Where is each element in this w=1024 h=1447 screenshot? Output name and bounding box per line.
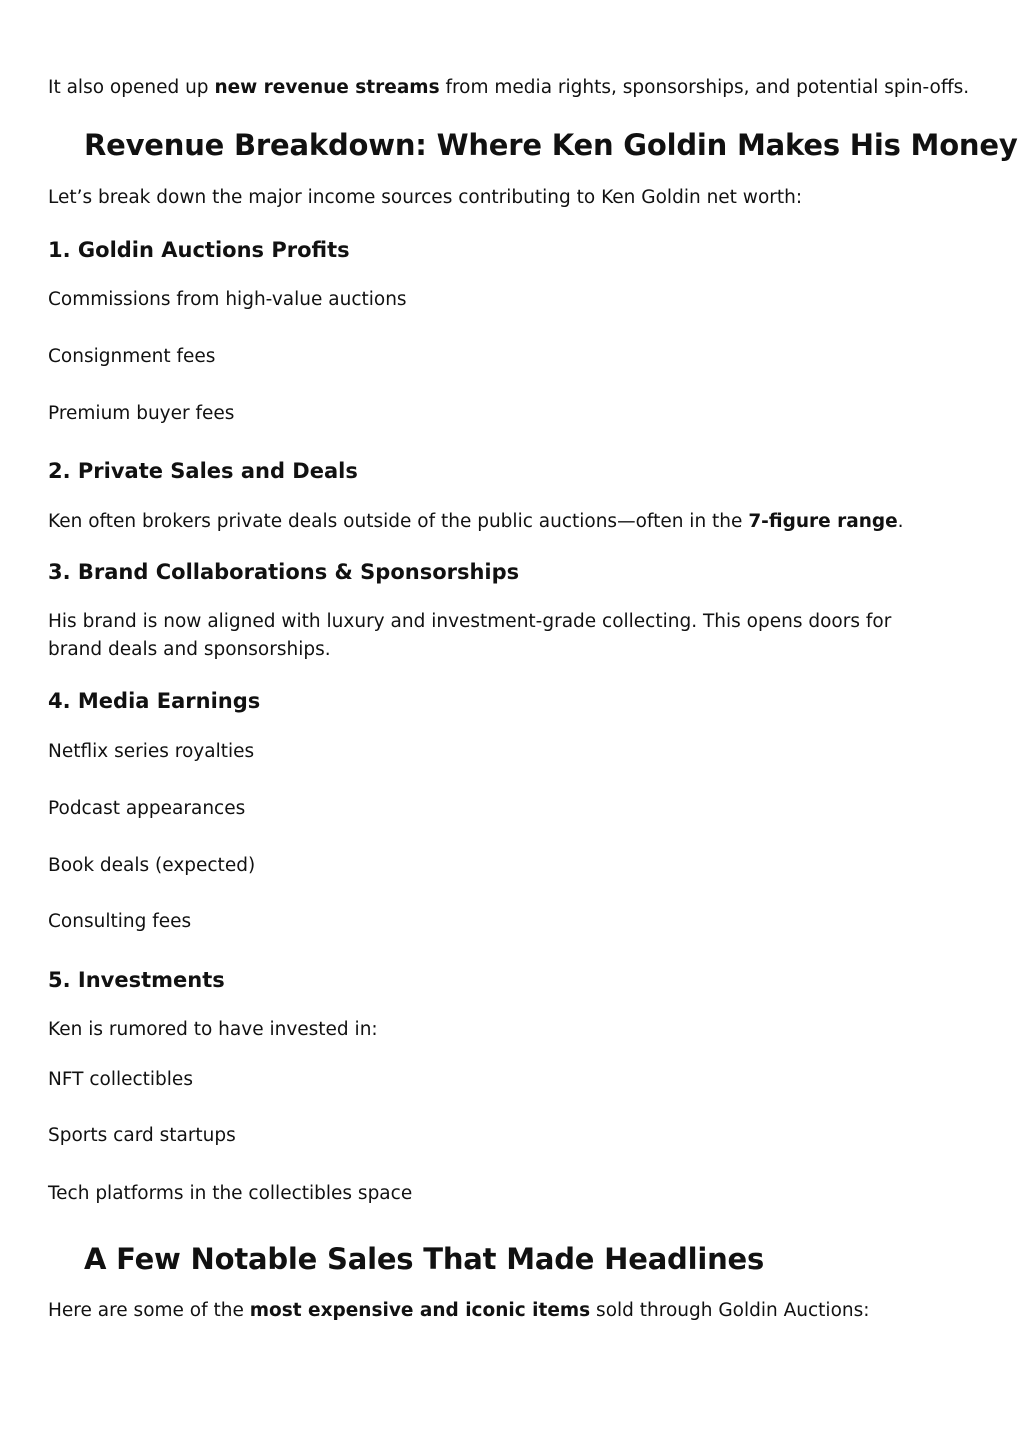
revenue-lead: Let’s break down the major income sources contributing to Ken Goldin net worth: [48, 187, 803, 208]
subheading-investments: 5. Investments [48, 968, 225, 992]
list-item: Book deals (expected) [48, 855, 256, 876]
investments-lead: Ken is rumored to have invested in: [48, 1019, 378, 1040]
list-item: Premium buyer fees [48, 403, 235, 424]
list-item: Commissions from high-value auctions [48, 289, 407, 310]
list-item: Podcast appearances [48, 798, 246, 819]
brand-paragraph: His brand is now aligned with luxury and investment-grade collecting. This opens doors for brand deals and sponsorships. [48, 611, 892, 660]
subheading-media-earnings: 4. Media Earnings [48, 689, 261, 713]
notable-sales-bold: most expensive and iconic items [249, 1300, 591, 1321]
list-item: Consulting fees [48, 911, 192, 932]
revenue-heading: Revenue Breakdown: Where Ken Goldin Makes His Money [84, 128, 1018, 162]
subheading-goldin-auctions: 1. Goldin Auctions Profits [48, 238, 350, 262]
intro-bold: new revenue streams [214, 77, 440, 98]
notable-sales-heading: A Few Notable Sales That Made Headlines [84, 1242, 765, 1276]
subheading-brand-collaborations: 3. Brand Collaborations & Sponsorships [48, 560, 520, 584]
notable-sales-paragraph: Here are some of the most expensive and iconic items sold through Goldin Auctions: [48, 1300, 870, 1321]
list-item: Consignment fees [48, 346, 216, 367]
list-item: Sports card startups [48, 1125, 236, 1146]
private-sales-paragraph: Ken often brokers private deals outside of the public auctions—often in the 7-figure range. [48, 511, 904, 532]
list-item: NFT collectibles [48, 1069, 193, 1090]
private-sales-bold: 7-figure range [748, 511, 898, 532]
intro-paragraph: It also opened up new revenue streams from media rights, sponsorships, and potential spin-offs. [48, 77, 970, 98]
list-item: Tech platforms in the collectibles space [48, 1183, 413, 1204]
subheading-private-sales: 2. Private Sales and Deals [48, 459, 358, 483]
list-item: Netflix series royalties [48, 741, 255, 762]
